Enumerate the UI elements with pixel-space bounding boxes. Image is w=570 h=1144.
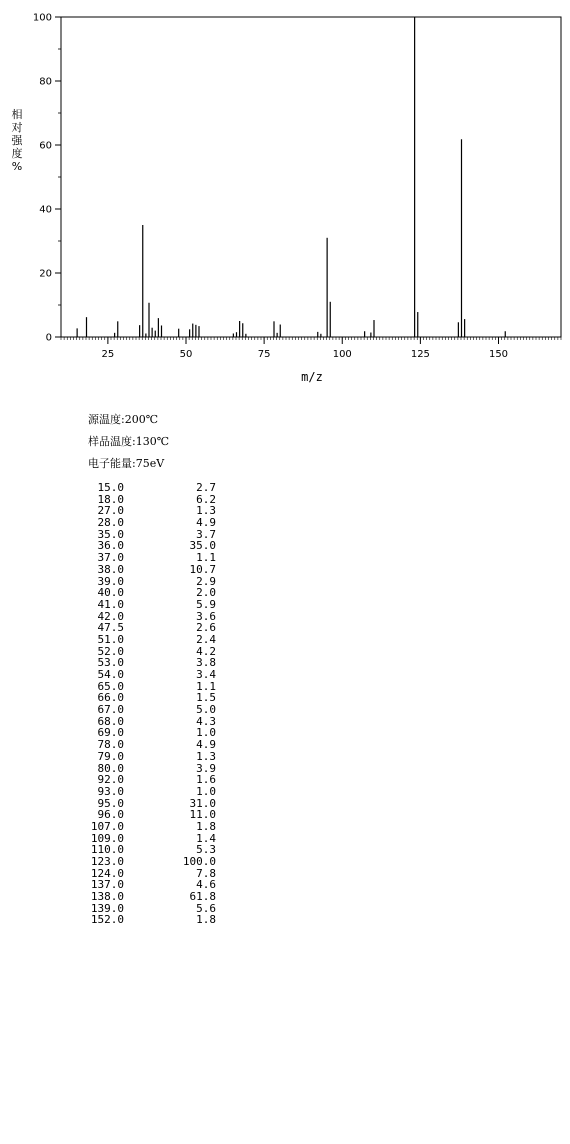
peak-mz: 38.0: [97, 562, 124, 576]
peak-intensity: 1.8: [196, 913, 216, 927]
peak-intensity: 1.0: [196, 784, 216, 798]
peak-intensity: 3.8: [196, 656, 216, 670]
y-tick-label: 20: [39, 268, 52, 280]
peak-intensity: 3.7: [196, 527, 216, 541]
peak-row: [70, 611, 216, 623]
y-tick-label: 0: [45, 332, 52, 344]
peak-row: [70, 774, 216, 786]
peak-row: [70, 505, 216, 517]
peak-mz: 35.0: [97, 527, 124, 541]
peak-intensity: 11.0: [189, 808, 216, 822]
peak-row: [70, 494, 216, 506]
peak-intensity: 1.8: [196, 819, 216, 833]
peak-mz: 41.0: [97, 597, 124, 611]
peak-row: [70, 576, 216, 588]
peak-mz: 93.0: [97, 784, 124, 798]
peak-mz: 79.0: [97, 749, 124, 763]
peak-intensity: 5.0: [196, 703, 216, 717]
electron-energy: 电子能量:75eV: [88, 457, 165, 470]
peak-mz: 47.5: [97, 621, 124, 635]
peak-mz: 54.0: [97, 668, 124, 681]
peak-row: [70, 739, 216, 751]
peak-mz: 109.0: [90, 831, 124, 845]
peak-row: [70, 821, 216, 833]
peak-intensity: 61.8: [189, 890, 216, 904]
peak-row: [70, 727, 216, 739]
y-axis-label-char: 度: [11, 147, 23, 160]
peak-row: [70, 856, 216, 868]
sample-temperature: 样品温度:130℃: [88, 435, 170, 448]
peak-mz: 80.0: [97, 761, 124, 775]
peak-mz: 65.0: [97, 679, 124, 693]
peak-intensity: 1.6: [196, 773, 216, 787]
peak-mz: 95.0: [97, 796, 124, 810]
peak-row: [70, 914, 216, 926]
instrument-conditions: [88, 412, 169, 478]
peak-intensity: 2.0: [196, 586, 216, 600]
peak-mz: 152.0: [90, 913, 124, 927]
peak-row: [70, 564, 216, 576]
peak-mz: 37.0: [97, 551, 124, 565]
peak-mz: 66.0: [97, 691, 124, 705]
peak-mz: 78.0: [97, 738, 124, 752]
y-tick-label: 40: [39, 204, 52, 216]
peak-mz: 36.0: [97, 539, 124, 553]
peak-mz: 137.0: [90, 878, 124, 892]
x-tick-label: 50: [179, 349, 193, 360]
peak-mz: 69.0: [97, 726, 124, 740]
peak-intensity: 31.0: [189, 796, 216, 810]
peak-row: [70, 716, 216, 728]
plot-frame: [61, 17, 561, 337]
peak-mz: 51.0: [97, 632, 124, 646]
y-axis-label-char: 相: [11, 108, 23, 121]
y-tick-label: 100: [32, 12, 52, 24]
peak-mz: 123.0: [90, 855, 124, 868]
x-tick-label: 75: [257, 349, 271, 360]
x-axis-label: m/z: [301, 370, 323, 384]
mass-spectrum-chart: [0, 0, 570, 400]
peak-mz: 42.0: [97, 609, 124, 623]
peak-intensity: 2.6: [196, 621, 216, 635]
y-tick-label: 60: [39, 140, 52, 152]
peak-mz: 67.0: [97, 703, 124, 717]
peak-row: [70, 587, 216, 599]
peak-intensity: 2.7: [196, 481, 216, 494]
peak-row: [70, 646, 216, 658]
x-tick-label: 150: [488, 349, 509, 360]
peak-row: [70, 692, 216, 704]
peak-mz: 15.0: [97, 481, 124, 494]
peak-row: [70, 763, 216, 775]
peak-mz: 124.0: [90, 866, 124, 880]
peak-intensity: 4.9: [196, 516, 216, 530]
peak-intensity: 4.2: [196, 644, 216, 658]
peak-intensity: 5.3: [196, 843, 216, 857]
peak-row: [70, 704, 216, 716]
y-axis-label: [10, 108, 24, 173]
peak-row: [70, 540, 216, 552]
peak-intensity: 4.9: [196, 738, 216, 752]
peak-row: [70, 634, 216, 646]
peak-mz: 107.0: [90, 819, 124, 833]
peak-intensity: 2.4: [196, 632, 216, 646]
peak-mz: 39.0: [97, 574, 124, 588]
y-axis-label-char: %: [11, 160, 23, 173]
peak-mz: 52.0: [97, 644, 124, 658]
peak-row: [70, 657, 216, 669]
peak-mz: 18.0: [97, 492, 124, 506]
peak-row: [70, 786, 216, 798]
peak-mz: 110.0: [90, 843, 124, 857]
peak-mz: 92.0: [97, 773, 124, 787]
peak-intensity: 100.0: [182, 855, 216, 868]
peak-row: [70, 681, 216, 693]
peak-intensity: 7.8: [196, 866, 216, 880]
peak-row: [70, 599, 216, 611]
peak-intensity: 3.4: [196, 668, 216, 681]
peak-mz: 138.0: [90, 890, 124, 904]
peak-intensity: 1.3: [196, 749, 216, 763]
peak-mz: 68.0: [97, 714, 124, 728]
peak-mz: 28.0: [97, 516, 124, 530]
x-tick-label: 100: [332, 349, 352, 360]
peak-table: [70, 482, 216, 926]
peak-intensity: 10.7: [189, 562, 216, 576]
peak-intensity: 1.3: [196, 504, 216, 518]
peak-intensity: 2.9: [196, 574, 216, 588]
peak-intensity: 5.9: [196, 597, 216, 611]
peak-mz: 40.0: [97, 586, 124, 600]
x-tick-label: 125: [410, 349, 430, 360]
peak-row: [70, 517, 216, 529]
peak-intensity: 3.9: [196, 761, 216, 775]
peak-mz: 27.0: [97, 504, 124, 518]
peak-row: [70, 622, 216, 634]
peak-intensity: 1.0: [196, 726, 216, 740]
peak-intensity: 4.3: [196, 714, 216, 728]
peak-row: [70, 482, 216, 494]
x-tick-label: 25: [101, 349, 115, 360]
peak-intensity: 1.5: [196, 691, 216, 705]
peak-intensity: 4.6: [196, 878, 216, 892]
peak-intensity: 5.6: [196, 901, 216, 915]
peak-intensity: 6.2: [196, 492, 216, 506]
peak-intensity: 3.6: [196, 609, 216, 623]
peak-intensity: 1.4: [196, 831, 216, 845]
peak-mz: 53.0: [97, 656, 124, 670]
peak-intensity: 1.1: [196, 679, 216, 693]
source-temperature: 源温度:200℃: [88, 413, 159, 426]
peak-mz: 96.0: [97, 808, 124, 822]
peak-intensity: 35.0: [189, 539, 216, 553]
y-tick-label: 80: [39, 76, 52, 88]
peak-mz: 139.0: [90, 901, 124, 915]
peak-row: [70, 891, 216, 903]
y-axis-label-char: 对: [11, 121, 23, 134]
y-axis-label-char: 强: [11, 134, 23, 147]
peak-row: [70, 751, 216, 763]
peak-row: [70, 669, 216, 681]
peak-intensity: 1.1: [196, 551, 216, 565]
